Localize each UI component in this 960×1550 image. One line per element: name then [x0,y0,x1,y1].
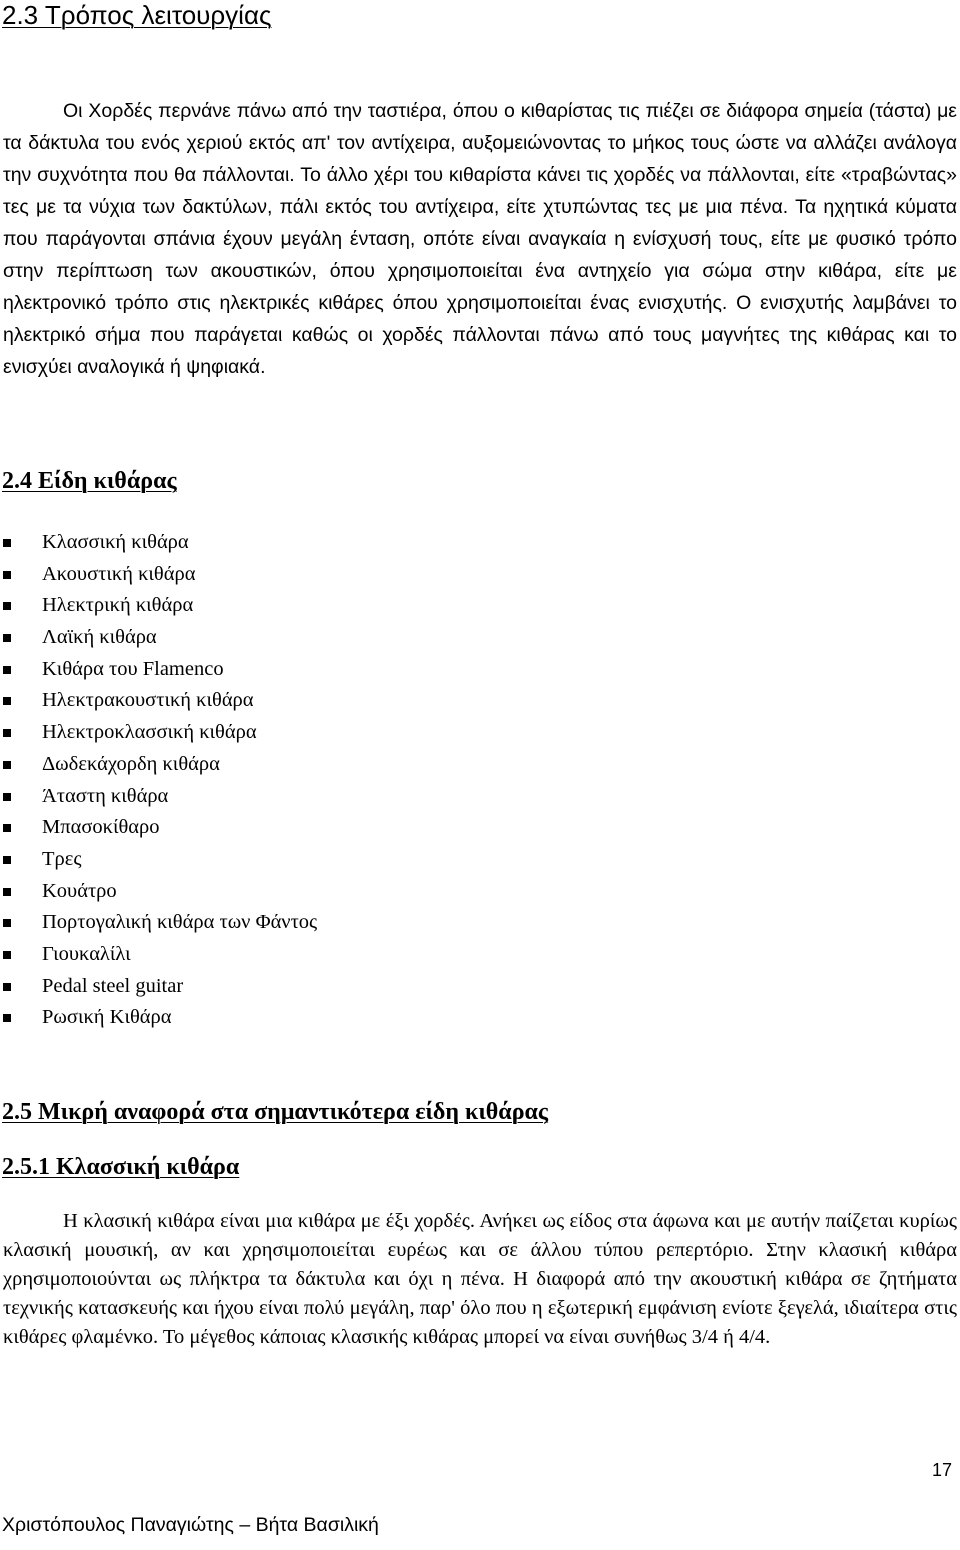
list-item [0,749,317,781]
list-item [0,812,317,844]
list-item [0,907,317,939]
list-item [0,527,317,559]
square-bullet-icon [3,729,11,737]
list-item-label: Γιουκαλίλι [42,942,131,965]
list-item-label: Ηλεκτροκλασσική κιθάρα [42,721,257,744]
list-item [0,844,317,876]
square-bullet-icon [3,888,11,896]
list-item [0,971,317,1003]
section-heading-2-5-1: 2.5.1 Κλασσική κιθάρα [2,1154,240,1180]
section-heading-2-4: 2.4 Είδη κιθάρας [2,468,177,494]
list-item-label: Pedal steel guitar [42,974,184,997]
list-item [0,622,317,654]
list-item-label: Μπασοκίθαρο [42,816,160,839]
square-bullet-icon [3,856,11,864]
list-item [0,781,317,813]
list-item [0,717,317,749]
list-item-label: Πορτογαλική κιθάρα των Φάντος [42,911,318,934]
list-item-label: Κουάτρο [42,879,117,902]
square-bullet-icon [3,951,11,959]
list-item [0,1002,317,1034]
square-bullet-icon [3,602,11,610]
list-item-label: Κλασσική κιθάρα [42,531,189,553]
section-heading-2-3: 2.3 Τρόπος λειτουργίας [2,0,272,30]
list-item [0,559,317,591]
paragraph-classical-guitar [3,1207,957,1352]
square-bullet-icon [3,571,11,579]
square-bullet-icon [3,824,11,832]
list-item-label: Τρες [42,847,82,870]
list-item-label: Λαϊκή κιθάρα [42,626,157,649]
page-number: 17 [932,1460,953,1480]
guitar-types-list [0,527,317,1034]
square-bullet-icon [3,793,11,801]
paragraph-classical-guitar-text: Η κλασική κιθάρα είναι μια κιθάρα με έξι χορδές. Ανήκει ως είδος στα άφωνα και με αυτήν παίζεται κυρίως κλασική μουσική, αν και χρησιμοποιείται ευρέως και σε άλλου τύπου ρεπερτόριο. Στην κλασική κιθάρα χρησιμοποιούνται ως πλήκτρα τα δάκτυλα και όχι η πένα. Η διαφορά από την ακουστική κιθάρα σε ζητήματα τεχνικής κατασκευής και ήχου είναι πολύ μεγάλη, παρ' όλο που η εξωτερική εμφάνιση ενίοτε ξεγελά, ιδιαίτερα στις κιθάρες φλαμένκο. Το μέγεθος κάποιας κλασικής κιθάρας μπορεί να είναι συνήθως 3/4 ή 4/4. [3,1210,957,1348]
square-bullet-icon [3,634,11,642]
list-item [0,939,317,971]
list-item [0,876,317,908]
list-item-label: Ηλεκτρακουστική κιθάρα [42,689,254,712]
list-item-label: Ηλεκτρική κιθάρα [42,594,194,617]
list-item [0,590,317,622]
list-item-label: Ρωσική Κιθάρα [42,1006,172,1029]
square-bullet-icon [3,697,11,705]
list-item-label: Ακουστική κιθάρα [42,562,196,585]
list-item-label: Δωδεκάχορδη κιθάρα [42,752,220,775]
section-heading-2-5: 2.5 Μικρή αναφορά στα σημαντικότερα είδη κιθάρας [2,1099,549,1125]
list-item [0,654,317,686]
list-item [0,685,317,717]
paragraph-operation [3,95,957,383]
list-item-label: Κιθάρα του Flamenco [42,657,224,680]
paragraph-operation-text: Οι Χορδές περνάνε πάνω από την ταστιέρα, όπου ο κιθαρίστας τις πιέζει σε διάφορα σημεία (τάστα) με τα δάκτυλα του ενός χεριού εκτός απ' τον αντίχειρα, αυξομειώνοντας το μήκος τους ώστε να αλλάζει ανάλογα την συχνότητα που θα πάλλονται. Το άλλο χέρι του κιθαρίστα κάνει τις χορδές να πάλλονται, είτε «τραβώντας» τες με τα νύχια των δακτύλων, πάλι εκτός του αντίχειρα, είτε χτυπώντας τες με μια πένα. Τα ηχητικά κύματα που παράγονται σπάνια έχουν μεγάλη ένταση, οπότε είναι αναγκαία η ενίσχυσή τους, είτε με φυσικό τρόπο στην περίπτωση των ακουστικών, όπου χρησιμοποιείται ένα αντηχείο για σώμα στην κιθάρα, είτε με ηλεκτρονικό τρόπο στις ηλεκτρικές κιθάρες όπου χρησιμοποιείται ένας ενισχυτής. Ο ενισχυτής λαμβάνει το ηλεκτρικό σήμα που παράγεται καθώς οι χορδές πάλλονται πάνω από τους μαγνήτες της κιθάρας και το ενισχύει αναλογικά ή ψηφιακά. [3,100,957,378]
footer-authors: Χριστόπουλος Παναγιώτης – Βήτα Βασιλική [2,1514,379,1536]
square-bullet-icon [3,919,11,927]
square-bullet-icon [3,983,11,991]
square-bullet-icon [3,666,11,674]
list-item-label: Άταστη κιθάρα [42,784,169,807]
square-bullet-icon [3,761,11,769]
square-bullet-icon [3,1014,11,1022]
square-bullet-icon [3,539,11,547]
